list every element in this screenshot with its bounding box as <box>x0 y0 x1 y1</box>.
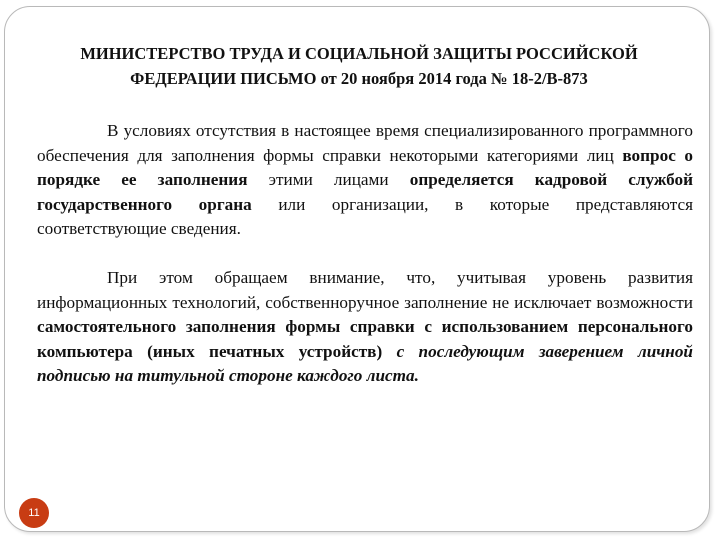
slide-frame <box>4 6 710 532</box>
paragraph-2-bold-a: самостоятельного заполнения формы справки с использованием персонального компьютера (иных печатных устройств) <box>37 317 693 361</box>
paragraph-1-text-a: В условиях отсутствия в настоящее время специализированного программного обеспечения для заполнения формы справки некоторыми категориями лиц <box>37 121 693 165</box>
paragraph-2-text-a: При этом обращаем внимание, что, учитывая уровень развития информационных технологий, собственноручное заполнение не исключает возможности <box>37 268 693 312</box>
paragraph-2 <box>37 266 693 389</box>
title-line-1: МИНИСТЕРСТВО ТРУДА И СОЦИАЛЬНОЙ ЗАЩИТЫ РОССИЙСКОЙ <box>80 44 638 63</box>
paragraph-1 <box>37 119 693 242</box>
page-number-badge: 11 <box>19 498 49 528</box>
title-line-2: ФЕДЕРАЦИИ ПИСЬМО от 20 ноября 2014 года № 18-2/В-873 <box>130 69 588 88</box>
paragraph-1-bold-b: определяется кадровой службой государственного органа <box>37 170 693 214</box>
paragraph-2-bold-italic: с последующим заверением личной подписью на титульной стороне каждого листа. <box>37 341 693 386</box>
document-title <box>39 41 679 91</box>
paragraph-1-text-b: этими лицами <box>247 170 410 190</box>
paragraph-1-bold-a: вопрос о порядке ее заполнения <box>37 145 693 190</box>
paragraph-1-text-c: или организации, в которые представляются соответствующие сведения. <box>37 194 693 239</box>
